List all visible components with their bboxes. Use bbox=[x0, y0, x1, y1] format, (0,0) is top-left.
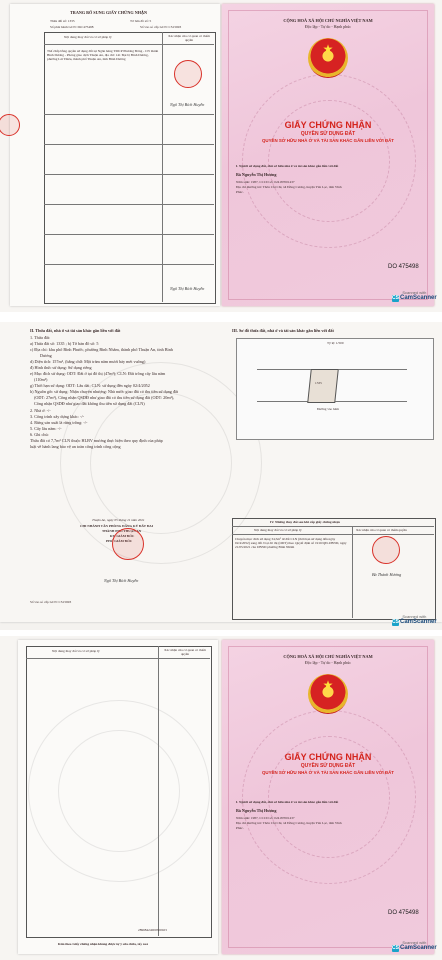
parcel-address-cont: Dương bbox=[40, 353, 52, 358]
camscanner-watermark bbox=[392, 290, 437, 302]
nation-motto: Độc lập - Tự do - Hạnh phúc bbox=[304, 24, 352, 29]
agency-seal bbox=[112, 528, 144, 560]
usage-origin: h) Nguồn gốc sử dụng: Nhận chuyển nhượng: Nhà nước giao đất có thu tiền sử dụng đất bbox=[30, 389, 179, 394]
parcel-info-page bbox=[0, 322, 442, 622]
note-line-1: Thửa đất có 7,7m² CLN thuộc HLBV mương thực hiện theo quy định của pháp bbox=[30, 438, 163, 443]
nation-title: CỘNG HOÀ XÃ HỘI CHỦ NGHĨA VIỆT NAM bbox=[283, 18, 373, 23]
certificate-title: GIẤY CHỨNG NHẬN bbox=[284, 120, 372, 130]
signer-name: Ngô Thị Bích Huyền bbox=[170, 102, 205, 107]
serial-number: DO 475498 bbox=[388, 264, 419, 270]
scan-page-1 bbox=[0, 0, 442, 312]
scanned-with-label-3: Scanned with bbox=[402, 940, 427, 945]
owner-address-cont: Phúc. bbox=[236, 190, 244, 194]
parcel-number-line: a) Thửa đất số: 1335 ; b) Tờ bản đồ số: 5 bbox=[30, 341, 99, 346]
national-emblem bbox=[308, 38, 348, 78]
issue-number: Số phát hành GCN: DO 475498 bbox=[50, 25, 94, 29]
register-book-number: Số vào sổ cấp GCN: CS15693 bbox=[30, 600, 72, 604]
certificate-subtitle-1: QUYỀN SỬ DỤNG ĐẤT bbox=[300, 131, 356, 137]
page-footer-note: Kim theo Giấy chứng nhận không được tự ý sửa chữa, tẩy xoá bbox=[58, 942, 148, 946]
changes-col-confirm: Xác nhận của cơ quan có thẩm quyền bbox=[356, 528, 407, 532]
official-seal bbox=[174, 60, 202, 88]
house-line: 2. Nhà ở: -/- bbox=[30, 408, 51, 413]
blank-col-confirm: Xác nhận của cơ quan có thẩm quyền bbox=[164, 648, 206, 656]
camscanner-watermark-3 bbox=[392, 940, 437, 952]
map-road-label: Đường vào hẻm bbox=[317, 407, 339, 411]
table-col-content: Nội dung thay đổi và cơ sở pháp lý bbox=[64, 35, 112, 39]
camscanner-brand: CamScanner bbox=[400, 295, 437, 301]
parcel-heading: 1. Thửa đất: bbox=[30, 335, 51, 340]
notes-heading: 6. Ghi chú: bbox=[30, 432, 49, 437]
camscanner-watermark-2 bbox=[392, 614, 437, 626]
blank-change-table bbox=[26, 646, 212, 938]
changes-entry: Chuyển mục đích sử dụng 34,5m² từ đất CLN (thời hạn sử dụng đến ngày 02/4/2052) sang đất ở tại đô thị (ODT) theo Quyết định số 1910/QĐ-UBND, ngày 21/05/2021 của UBND phường Bình Nhâm bbox=[235, 537, 347, 549]
camscanner-icon-3: CS bbox=[392, 945, 399, 951]
camscanner-icon-2: CS bbox=[392, 619, 399, 625]
register-number: Số vào sổ cấp GCN: CS15693 bbox=[140, 25, 182, 29]
usage-origin-cont-2: Công nhận QSDĐ như giao đất không thu tiền sử dụng đất (CLN) bbox=[34, 401, 145, 406]
change-entry: Thế chấp bằng quyền sử dụng đất tại Ngân hàng TMCP Phương Đông - CN thành Bình Dương - Phòng giao dịch Thuận An, địa chỉ: 141 Đại lộ Bình Dương, phường Lái Thiêu, thành phố Thuận An, tỉnh Bình Dương bbox=[47, 49, 159, 61]
parcel-map bbox=[236, 338, 434, 440]
certificate-subtitle-2: QUYỀN SỞ HỮU NHÀ Ở VÀ TÀI SẢN KHÁC GẮN LIỀN VỚI ĐẤT bbox=[262, 138, 394, 143]
section-4-title: IV. Những thay đổi sau khi cấp giấy chứng nhận bbox=[270, 520, 340, 524]
bottom-signer: Ngô Thị Bích Huyền bbox=[170, 286, 205, 291]
section-1-title: I. Người sử dụng đất, chủ sở hữu nhà ở và tài sản khác gắn liền với đất bbox=[236, 164, 339, 168]
barcode-number: 28968424000500023 bbox=[138, 928, 167, 932]
supplement-title: TRANG BỔ SUNG GIẤY CHỨNG NHẬN bbox=[70, 10, 148, 15]
blank-change-page bbox=[18, 640, 218, 954]
scanned-with-label-2: Scanned with bbox=[402, 614, 427, 619]
forest-line: 4. Rừng sản xuất là rừng trồng: -/- bbox=[30, 420, 88, 425]
usage-form: đ) Hình thức sử dụng: Sử dụng riêng bbox=[30, 365, 92, 370]
certificate-subtitle-1-2: QUYỀN SỬ DỤNG ĐẤT bbox=[300, 763, 356, 769]
usage-purpose: e) Mục đích sử dụng: ODT: Đất ở tại đô thị (47m²); CLN: Đất trồng cây lâu năm bbox=[30, 371, 166, 376]
agency-role-2: PHÓ GIÁM ĐỐC bbox=[106, 539, 133, 543]
serial-number-2: DO 475498 bbox=[388, 910, 419, 916]
owner-address-2: Địa chỉ thường trú: Thôn Chi Chỉ, xã Đồng Cương, huyện Yên Lạc, tỉnh Vĩnh bbox=[236, 821, 342, 825]
construction-line: 3. Công trình xây dựng khác: -/- bbox=[30, 414, 85, 419]
scan-page-3 bbox=[0, 636, 442, 960]
supplement-page bbox=[10, 4, 220, 306]
note-line-2: luật về hành lang bảo vệ an toàn công trình công cộng bbox=[30, 444, 121, 449]
table-col-confirm: Xác nhận của cơ quan có thẩm quyền bbox=[168, 34, 210, 42]
camscanner-icon: CS bbox=[392, 295, 399, 301]
map-parcel-number: 1335 bbox=[315, 381, 322, 385]
agency-role-1: KT. GIÁM ĐỐC bbox=[110, 534, 135, 538]
owner-info-2: Năm sinh: 1987, CCCD số: 024187001437 bbox=[236, 816, 295, 820]
edge-seal bbox=[0, 114, 20, 136]
section-2-title: II. Thửa đất, nhà ở và tài sản khác gắn liền với đất bbox=[30, 328, 121, 333]
owner-name: Bà Nguyễn Thị Hương bbox=[236, 172, 277, 177]
changes-col-content: Nội dung thay đổi và cơ sở pháp lý bbox=[254, 528, 302, 532]
usage-origin-cont: (ODT: 27m²), Công nhận QSDĐ như giao đất có thu tiền sử dụng đất (ODT: 20m²), bbox=[34, 395, 175, 400]
scanned-with-label: Scanned with bbox=[402, 290, 427, 295]
map-scale: Tỷ lệ: 1/500 bbox=[327, 341, 344, 345]
certificate-cover bbox=[222, 4, 434, 306]
owner-address: Địa chỉ thường trú: Thôn Chi Chỉ, xã Đồng Cương, huyện Yên Lạc, tỉnh Vĩnh bbox=[236, 185, 342, 189]
owner-name-2: Bà Nguyễn Thị Hương bbox=[236, 808, 277, 813]
nation-title-2: CỘNG HOÀ XÃ HỘI CHỦ NGHĨA VIỆT NAM bbox=[283, 654, 373, 659]
changes-seal bbox=[372, 536, 400, 564]
national-emblem-2 bbox=[308, 674, 348, 714]
parcel-address: c) Địa chỉ: khu phố Bình Phước, phường Bình Nhâm, thành phố Thuận An, tỉnh Bình bbox=[30, 347, 173, 352]
perennial-line: 5. Cây lâu năm: -/- bbox=[30, 426, 62, 431]
camscanner-brand-2: CamScanner bbox=[400, 619, 437, 625]
place-date: Thuận An, ngày 05 tháng 11 năm 2021 bbox=[92, 518, 145, 522]
usage-purpose-cont: (110m²) bbox=[34, 377, 48, 382]
section-3-title: III. Sơ đồ thửa đất, nhà ở và tài sản khác gắn liền với đất bbox=[232, 328, 334, 333]
blank-col-content: Nội dung thay đổi và cơ sở pháp lý bbox=[52, 649, 100, 653]
changes-signer: Bà Thánh Hương bbox=[372, 572, 402, 577]
agency-name-2: THÀNH PHỐ THUẬN AN bbox=[102, 529, 142, 533]
agency-name-1: CHI NHÁNH VĂN PHÒNG ĐĂNG KÝ ĐẤT ĐAI bbox=[80, 524, 154, 528]
certificate-subtitle-2-2: QUYỀN SỞ HỮU NHÀ Ở VÀ TÀI SẢN KHÁC GẮN LIỀN VỚI ĐẤT bbox=[262, 770, 394, 775]
camscanner-brand-3: CamScanner bbox=[400, 945, 437, 951]
nation-motto-2: Độc lập - Tự do - Hạnh phúc bbox=[304, 660, 352, 665]
parcel-area: d) Diện tích: 157m², (bằng chữ: Một trăm năm mươi bảy mét vuông) bbox=[30, 359, 146, 364]
usage-term: g) Thời hạn sử dụng: ODT: Lâu dài; CLN: sử dụng đến ngày 02/4/2052 bbox=[30, 383, 150, 388]
certificate-cover-2 bbox=[222, 640, 434, 954]
map-sheet-number: Tờ bản đồ số: 5 bbox=[130, 19, 152, 23]
parcel-plot bbox=[307, 369, 339, 403]
section-1-title-2: I. Người sử dụng đất, chủ sở hữu nhà ở và tài sản khác gắn liền với đất bbox=[236, 800, 339, 804]
certificate-title-2: GIẤY CHỨNG NHẬN bbox=[284, 752, 372, 762]
owner-address-cont-2: Phúc. bbox=[236, 826, 244, 830]
agency-signer: Ngô Thị Bích Huyền bbox=[104, 578, 139, 583]
owner-info: Năm sinh: 1987, CCCD số: 024187001437 bbox=[236, 180, 295, 184]
parcel-number: Thửa đất số: 1335 bbox=[50, 19, 75, 23]
scan-page-2 bbox=[0, 322, 442, 630]
